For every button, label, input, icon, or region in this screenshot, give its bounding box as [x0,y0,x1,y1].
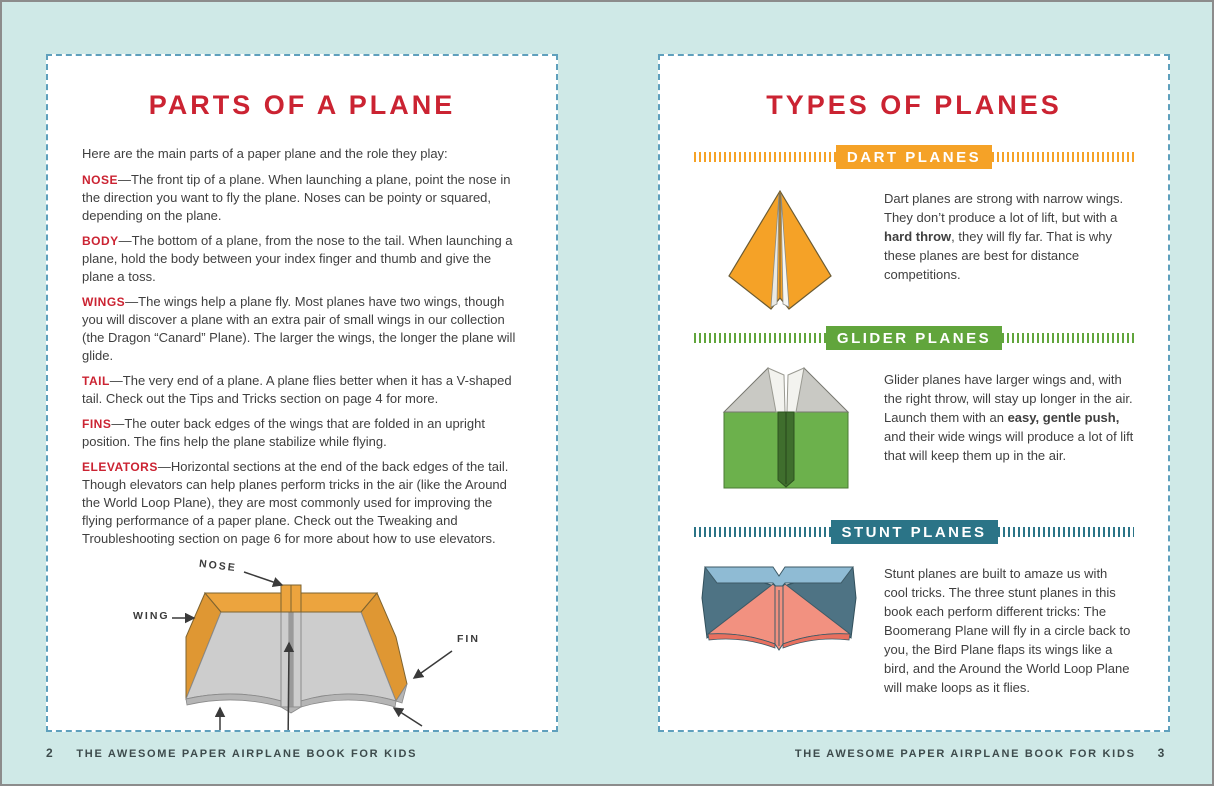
dart-section-body [694,181,1134,321]
glider-description: Glider planes have larger wings and, with the right throw, will stay up longer in the air. Launch them with an easy, gentle push, and their wide wings will produce a lot of lift that will keep them up in the air. [884,372,1134,463]
book-title: THE AWESOME PAPER AIRPLANE BOOK FOR KIDS [76,748,418,760]
part-elevators [82,458,522,548]
right-page-number: 3 [1157,746,1166,760]
part-term: ELEVATORS [82,460,158,474]
glider-badge-row [694,326,1134,350]
diagram-label-tail [427,730,458,732]
tick-divider [998,527,1135,537]
part-tail [82,372,522,408]
stunt-badge-row [694,520,1134,544]
tick-divider [694,527,831,537]
part-body [82,232,522,286]
book-spread [2,2,1212,784]
left-page [46,54,558,732]
glider-planes-badge: GLIDER PLANES [826,326,1002,350]
tick-divider [992,152,1134,162]
glider-section-body [694,362,1134,490]
dart-plane-illustration [694,181,866,321]
part-description: —The front tip of a plane. When launching a plane, point the nose in the direction you want to fly the plane. Noses can be pointy or squared, depending on the plane. [82,172,511,223]
diagram-label-fin: FIN [457,633,480,645]
part-description: —The bottom of a plane, from the nose to the tail. When launching a plane, hold the body between your index finger and thumb and give the plane a toss. [82,233,513,284]
part-wings [82,293,522,365]
glider-plane-illustration [694,362,866,490]
part-term: WINGS [82,295,126,309]
left-page-number: 2 [46,746,55,760]
section-glider-planes [694,326,1134,490]
dart-badge-row [694,145,1134,169]
part-term: TAIL [82,374,110,388]
stunt-planes-badge: STUNT PLANES [831,520,998,544]
stunt-description: Stunt planes are built to amaze us with cool tricks. The three stunt planes in this book each perform different tricks: The Boomerang Plane will fly in a circle back to you, the Bird Plane flaps its wings like a bird, and the Around the World Loop Plane will make loops as it flies. [884,566,1131,695]
part-description: —The very end of a plane. A plane flies better when it has a V-shaped tail. Check out the Tips and Tricks section on page 4 for more. [82,373,512,406]
stunt-plane-drawing [695,556,865,651]
dart-plane-drawing [725,181,835,321]
part-nose [82,171,522,225]
part-term: BODY [82,234,119,248]
book-title: THE AWESOME PAPER AIRPLANE BOOK FOR KIDS [794,748,1136,760]
dart-planes-badge: DART PLANES [836,145,992,169]
part-description: —The outer back edges of the wings that are folded in an upright position. The fins help the plane stabilize while flying. [82,416,485,449]
plane-parts-diagram [82,555,526,732]
stunt-section-body [694,556,1134,697]
right-footer [795,746,1166,760]
tick-divider [694,152,836,162]
glider-plane-drawing [708,362,852,490]
part-term: FINS [82,417,112,431]
part-term: NOSE [82,173,119,187]
left-page-title: PARTS OF A PLANE [148,90,456,120]
part-fins [82,415,522,451]
dart-description: Dart planes are strong with narrow wings. They don’t produce a lot of lift, but with a hard throw, they will fly far. That is why these planes are best for distance competitions. [884,191,1124,282]
intro-text: Here are the main parts of a paper plane and the role they play: [82,146,448,161]
right-page-title: TYPES OF PLANES [766,90,1062,120]
part-description: —The wings help a plane fly. Most planes have two wings, though you will discover a plane with an extra pair of small wings in our collection (the Dragon “Canard” Plane). The larger the wings, the longer the plane will glide. [82,294,516,363]
stunt-plane-illustration [694,556,866,651]
right-page [658,54,1170,732]
tick-divider [694,333,826,343]
part-description: —Horizontal sections at the end of the back edges of the tail. Though elevators can help planes perform tricks in the air (like the Around the World Loop Plane), they are most commonly used for improving the flying performance of a paper plane. Check out the Tweaking and Troubleshooting section on page 6 for more about how to use elevators. [82,459,509,546]
diagram-label-wing: WING [133,610,170,622]
tick-divider [1002,333,1134,343]
diagram-label-nose: NOSE [198,557,238,575]
section-dart-planes [694,145,1134,321]
left-footer [46,746,417,760]
section-stunt-planes [694,520,1134,697]
